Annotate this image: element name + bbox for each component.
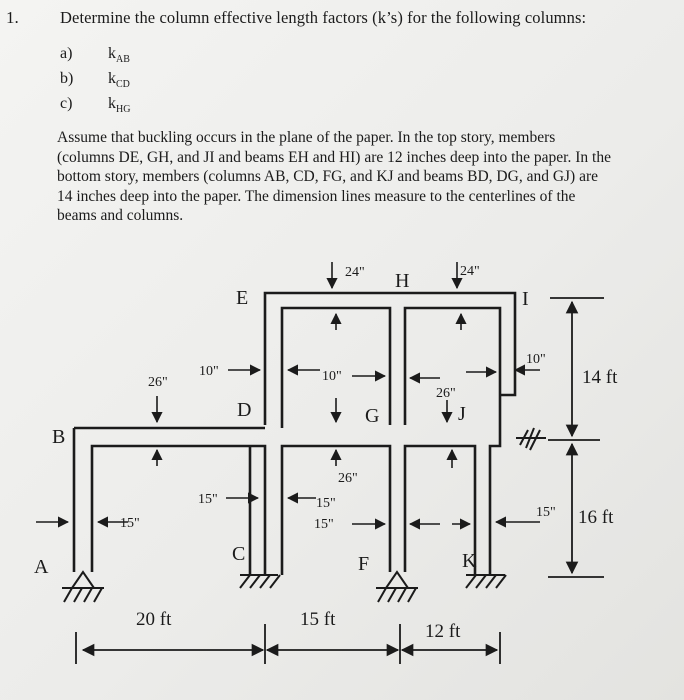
depth-label-col-ji: 10": [526, 352, 546, 367]
part-c-k-symbol: k: [108, 95, 116, 113]
roller-brace-j: [516, 428, 546, 450]
assumption-line-2: (columns DE, GH, and JI and beams EH and HI) are 12 inches deep into the paper. In the: [57, 148, 611, 166]
frame-members: [74, 293, 515, 575]
part-a-label: a): [60, 45, 73, 62]
supports: [62, 428, 546, 602]
dim-label-bottom-story: 16 ft: [578, 507, 614, 528]
node-label-b: B: [52, 426, 66, 448]
part-a-k-symbol: k: [108, 45, 116, 62]
question-number: 1.: [6, 8, 19, 27]
depth-label-beam-bd: 26": [148, 375, 168, 390]
assumption-line-5: beams and columns.: [57, 207, 184, 224]
part-a-k-subscript: AB: [116, 54, 130, 66]
depth-label-col-de: 10": [199, 364, 219, 379]
fixed-support-c: [240, 575, 280, 588]
node-label-h: H: [395, 270, 410, 292]
depth-label-beam-dg: 26": [338, 471, 358, 486]
node-label-c: C: [232, 543, 246, 565]
depth-label-beam-hi: 24": [460, 264, 480, 279]
fixed-support-k: [466, 575, 506, 588]
depth-label-col-fg-right: 15": [314, 517, 334, 532]
node-label-k: K: [462, 550, 477, 572]
assumption-line-4: 14 inches deep into the paper. The dimension lines measure to the centerlines of the: [57, 187, 576, 205]
part-b-label: b): [60, 70, 74, 88]
part-c-k-subscript: HG: [116, 104, 131, 116]
depth-label-col-fg-left: 15": [316, 496, 336, 511]
assumption-line-3: bottom story, members (columns AB, CD, FG, and KJ and beams BD, DG, and GJ) are: [57, 168, 599, 185]
node-label-a: A: [34, 556, 49, 578]
depth-label-col-ab: 15": [120, 516, 140, 531]
depth-label-beam-eh: 24": [345, 265, 365, 280]
part-b-k-subscript: CD: [116, 79, 130, 91]
depth-label-col-cd: 15": [198, 492, 218, 507]
node-label-i: I: [522, 288, 529, 310]
dim-label-top-story: 14 ft: [582, 367, 618, 388]
node-label-g: G: [365, 405, 380, 427]
pin-support-a: [62, 572, 104, 602]
node-label-j: J: [458, 403, 466, 425]
part-c-label: c): [60, 95, 73, 113]
part-b-k-symbol: k: [108, 70, 116, 88]
pin-support-f: [376, 572, 418, 602]
top-panel-2: [405, 308, 500, 425]
depth-label-col-kj: 15": [536, 505, 556, 520]
assumption-line-1: Assume that buckling occurs in the plane of the paper. In the top story, members: [57, 129, 556, 146]
dim-label-span-1: 20 ft: [136, 609, 172, 630]
depth-arrows: [36, 262, 540, 524]
dim-label-span-2: 15 ft: [300, 609, 336, 630]
node-label-d: D: [237, 399, 252, 421]
question-prompt: Determine the column effective length factors (k’s) for the following columns:: [60, 8, 587, 27]
depth-label-col-gh: 10": [322, 369, 342, 384]
node-label-e: E: [236, 287, 249, 309]
depth-label-beam-gj: 26": [436, 386, 456, 401]
node-label-f: F: [358, 553, 370, 575]
dim-label-span-3: 12 ft: [425, 621, 461, 642]
